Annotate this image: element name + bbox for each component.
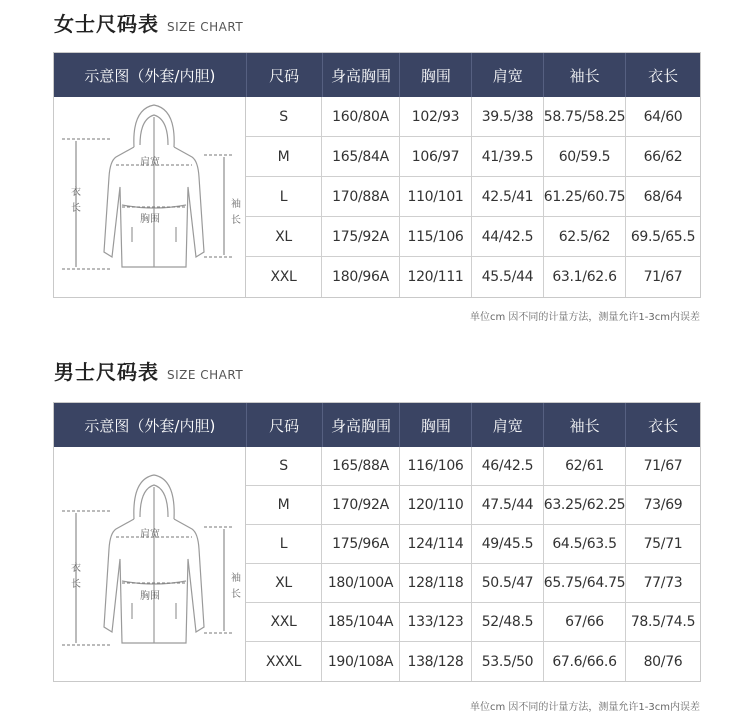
table-row (246, 257, 700, 297)
chest-cell: 116/106 (400, 447, 472, 485)
men-title-cn: 男士尺码表 (54, 360, 159, 384)
shoulder-cell: 39.5/38 (472, 97, 544, 136)
size-cell: XL (246, 564, 322, 602)
table-row (246, 97, 700, 137)
shoulder-cell: 46/42.5 (472, 447, 544, 485)
header-height-chest: 身高胸围 (323, 53, 401, 97)
men-jacket-diagram (54, 447, 246, 681)
sleeve-cell: 61.25/60.75 (544, 177, 626, 216)
shoulder-cell: 45.5/44 (472, 257, 544, 297)
size-cell: S (246, 97, 322, 136)
chest-cell: 120/111 (400, 257, 472, 297)
sleeve-cell: 67/66 (544, 603, 626, 641)
header-length: 衣长 (648, 416, 679, 435)
chest-cell: 110/101 (400, 177, 472, 216)
length-cell: 80/76 (643, 653, 683, 670)
length-cell: 75/71 (643, 536, 683, 552)
height-chest-cell: 185/104A (322, 603, 400, 641)
length-cell: 71/67 (643, 269, 683, 285)
men-rows (246, 447, 700, 681)
shoulder-cell: 44/42.5 (472, 217, 544, 256)
height-chest-cell: 170/88A (322, 177, 400, 216)
sleeve-cell: 60/59.5 (544, 137, 626, 176)
women-section-title (54, 8, 243, 38)
chest-cell: 133/123 (400, 603, 472, 641)
chest-cell: 138/128 (400, 642, 472, 681)
shoulder-cell: 42.5/41 (472, 177, 544, 216)
height-chest-cell: 190/108A (322, 642, 400, 681)
length-cell: 69.5/65.5 (630, 228, 696, 245)
height-chest-cell: 170/92A (322, 486, 400, 524)
chest-cell: 124/114 (400, 525, 472, 563)
length-cell: 77/73 (643, 575, 683, 591)
chest-cell: 120/110 (400, 486, 472, 524)
length-cell: 71/67 (643, 458, 683, 474)
men-title-en: SIZE CHART (167, 368, 244, 382)
diagram-shoulder-label: 肩宽 (140, 157, 160, 168)
women-jacket-diagram (54, 97, 246, 297)
header-shoulder: 肩宽 (472, 403, 544, 447)
header-shoulder: 肩宽 (472, 53, 544, 97)
sleeve-cell: 65.75/64.75 (544, 564, 626, 602)
men-section-title (54, 356, 243, 386)
diagram-shoulder-label: 肩宽 (140, 529, 160, 540)
height-chest-cell: 180/96A (322, 257, 400, 297)
length-cell: 64/60 (643, 108, 683, 125)
table-row (246, 447, 700, 486)
size-cell: XXXL (246, 642, 322, 681)
height-chest-cell: 165/84A (322, 137, 400, 176)
length-cell: 68/64 (643, 188, 683, 205)
men-size-chart (53, 402, 701, 682)
height-chest-cell: 165/88A (322, 447, 400, 485)
size-cell: XL (246, 217, 322, 256)
header-sleeve: 袖长 (544, 403, 626, 447)
women-size-chart (53, 52, 701, 298)
diagram-length-label: 衣长 (71, 563, 81, 590)
sleeve-cell: 64.5/63.5 (544, 525, 626, 563)
diagram-chest-label: 胸围 (140, 591, 160, 602)
sleeve-cell: 62/61 (544, 447, 626, 485)
sleeve-cell: 62.5/62 (544, 217, 626, 256)
shoulder-cell: 52/48.5 (472, 603, 544, 641)
table-row (246, 177, 700, 217)
sleeve-cell: 67.6/66.6 (544, 642, 626, 681)
header-chest: 胸围 (400, 403, 472, 447)
header-height-chest: 身高胸围 (323, 403, 401, 447)
header-size: 尺码 (247, 53, 323, 97)
sleeve-cell: 63.1/62.6 (544, 257, 626, 297)
size-cell: L (246, 177, 322, 216)
header-length: 衣长 (648, 66, 679, 85)
shoulder-cell: 53.5/50 (472, 642, 544, 681)
length-cell: 73/69 (643, 497, 683, 513)
diagram-sleeve-label: 袖长 (231, 573, 241, 600)
table-row (246, 642, 700, 681)
height-chest-cell: 175/92A (322, 217, 400, 256)
diagram-length-label: 衣长 (71, 187, 81, 214)
size-cell: M (246, 486, 322, 524)
women-title-cn: 女士尺码表 (54, 12, 159, 36)
shoulder-cell: 49/45.5 (472, 525, 544, 563)
size-cell: XXL (246, 257, 322, 297)
diagram-sleeve-label: 袖长 (231, 199, 241, 226)
size-cell: M (246, 137, 322, 176)
length-cell: 66/62 (643, 148, 683, 165)
table-row (246, 525, 700, 564)
header-diagram: 示意图（外套/内胆) (54, 53, 247, 97)
size-cell: XXL (246, 603, 322, 641)
women-header-row (54, 53, 700, 97)
header-sleeve: 袖长 (544, 53, 626, 97)
shoulder-cell: 47.5/44 (472, 486, 544, 524)
women-title-en: SIZE CHART (167, 20, 244, 34)
length-cell: 78.5/74.5 (630, 614, 696, 630)
header-chest: 胸围 (400, 53, 472, 97)
table-row (246, 137, 700, 177)
men-measurement-note: 单位cm 因不同的计量方法，测量允许1-3cm内误差 (470, 702, 700, 713)
table-row (246, 603, 700, 642)
chest-cell: 115/106 (400, 217, 472, 256)
men-header-row (54, 403, 700, 447)
size-cell: L (246, 525, 322, 563)
table-row (246, 217, 700, 257)
chest-cell: 106/97 (400, 137, 472, 176)
chest-cell: 128/118 (400, 564, 472, 602)
diagram-chest-label: 胸围 (140, 214, 160, 225)
women-rows (246, 97, 700, 297)
shoulder-cell: 41/39.5 (472, 137, 544, 176)
height-chest-cell: 160/80A (322, 97, 400, 136)
sleeve-cell: 63.25/62.25 (544, 486, 626, 524)
height-chest-cell: 175/96A (322, 525, 400, 563)
header-diagram: 示意图（外套/内胆) (54, 403, 247, 447)
table-row (246, 564, 700, 603)
size-cell: S (246, 447, 322, 485)
height-chest-cell: 180/100A (322, 564, 400, 602)
sleeve-cell: 58.75/58.25 (544, 97, 626, 136)
women-measurement-note: 单位cm 因不同的计量方法，测量允许1-3cm内误差 (470, 312, 700, 323)
table-row (246, 486, 700, 525)
chest-cell: 102/93 (400, 97, 472, 136)
header-size: 尺码 (247, 403, 323, 447)
shoulder-cell: 50.5/47 (472, 564, 544, 602)
